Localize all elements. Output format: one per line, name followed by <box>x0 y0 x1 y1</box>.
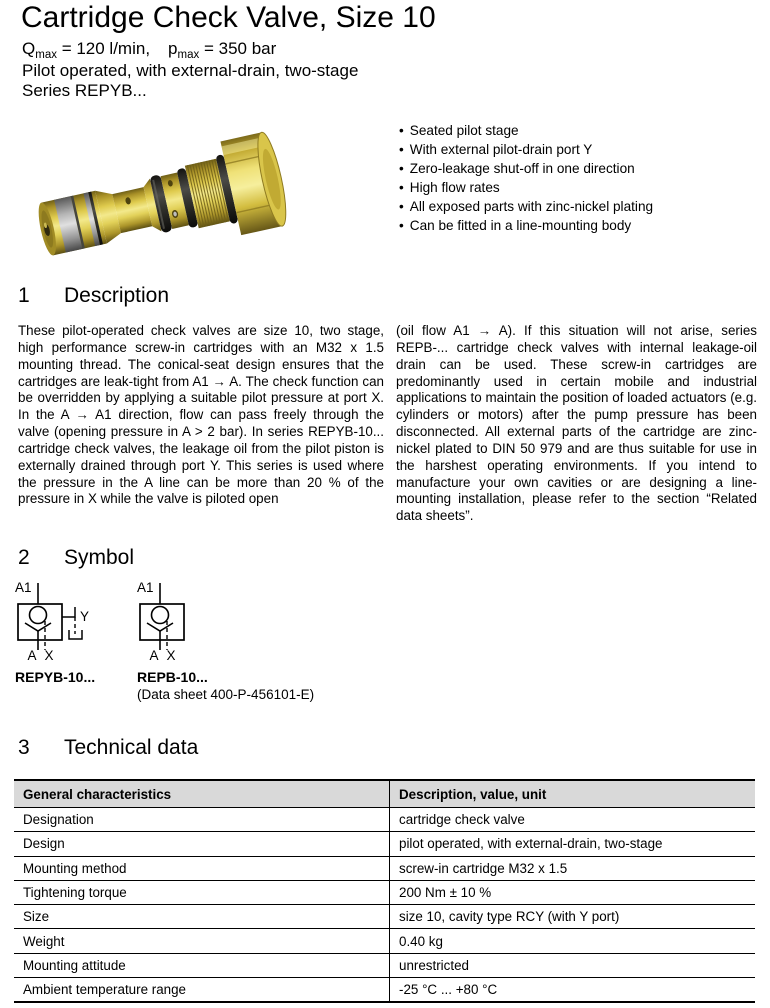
feature-item: • Can be fitted in a line-mounting body <box>399 217 653 236</box>
design-subtitle: Pilot operated, with external-drain, two-stage <box>22 61 359 80</box>
feature-item: • With external pilot-drain port Y <box>399 141 653 160</box>
table-row <box>14 978 755 1003</box>
technical-data-table <box>14 779 755 1003</box>
pmax-symbol: p <box>168 39 178 58</box>
hydraulic-symbol-repb <box>134 579 246 663</box>
symbol-datasheet-note: (Data sheet 400-P-456101-E) <box>137 687 315 702</box>
row-value: size 10, cavity type RCY (with Y port) <box>390 905 756 929</box>
feature-list <box>399 122 653 235</box>
row-label: Mounting method <box>14 856 390 880</box>
check-ball-icon <box>152 607 169 624</box>
column-header-description: Description, value, unit <box>390 780 756 808</box>
row-label: Tightening torque <box>14 880 390 904</box>
row-value: screw-in cartridge M32 x 1.5 <box>390 856 756 880</box>
drain-branch-line <box>62 607 75 617</box>
row-value: 200 Nm ± 10 % <box>390 880 756 904</box>
series-subtitle: Series REPYB... <box>22 81 147 100</box>
section-title: Description <box>64 284 170 307</box>
table-row <box>14 832 755 856</box>
section-number: 1 <box>18 284 30 307</box>
row-label: Mounting attitude <box>14 953 390 977</box>
column-header-characteristics: General characteristics <box>14 780 390 808</box>
row-value: pilot operated, with external-drain, two-stage <box>390 832 756 856</box>
qmax-value: = 120 l/min, <box>56 39 151 58</box>
row-label: Weight <box>14 929 390 953</box>
table-row <box>14 856 755 880</box>
symbol-label-repyb: REPYB-10... <box>15 669 96 685</box>
row-label: Design <box>14 832 390 856</box>
row-label: Designation <box>14 808 390 832</box>
section-number: 3 <box>18 736 30 759</box>
pmax-value: = 350 bar <box>199 39 277 58</box>
table-row <box>14 808 755 832</box>
qmax-symbol: Q <box>22 39 36 58</box>
product-image <box>12 110 292 268</box>
feature-item: • Seated pilot stage <box>399 122 653 141</box>
section-number: 2 <box>18 546 30 569</box>
row-label: Ambient temperature range <box>14 978 390 1003</box>
port-label-y: Y <box>80 609 90 624</box>
row-value: 0.40 kg <box>390 929 756 953</box>
row-value: unrestricted <box>390 953 756 977</box>
check-ball-icon <box>30 607 47 624</box>
port-label-x: X <box>166 648 176 663</box>
symbol-label-repb: REPB-10... <box>137 669 208 685</box>
row-value: cartridge check valve <box>390 808 756 832</box>
table-row <box>14 929 755 953</box>
section-heading-symbol <box>18 546 134 570</box>
feature-item: • Zero-leakage shut-off in one direction <box>399 160 653 179</box>
port-label-a1: A1 <box>137 580 154 595</box>
pmax-subscript: max <box>177 49 200 61</box>
description-column-left: These pilot-operated check valves are size 10, two stage, high performance screw-in cartridges with an M32 x 1.5 mounting thread. The conical-seat design ensures that the cartridges are leak-tight from A1 → A. The check function can be overridden by applying a suitable pilot pressure at port X. In the A → A1 direction, flow can pass freely through the valve (opening pressure in A > 2 bar). In series REPYB-10... cartridge check valves, the leakage oil from the pilot piston is externally drained through port Y. This series is used where the pressure in the A line can be more than 20 % of the pressure in X while the valve is piloted open <box>18 323 384 507</box>
table-row <box>14 953 755 977</box>
table-row <box>14 905 755 929</box>
qmax-subscript: max <box>35 49 57 61</box>
feature-item: • High flow rates <box>399 179 653 198</box>
row-value: -25 °C ... +80 °C <box>399 982 498 998</box>
section-title: Technical data <box>64 736 199 759</box>
port-label-a: A <box>149 648 159 663</box>
port-label-a1: A1 <box>15 580 32 595</box>
spec-line <box>22 39 276 61</box>
port-label-x: X <box>44 648 54 663</box>
section-title: Symbol <box>64 546 135 569</box>
port-label-a: A <box>27 648 37 663</box>
hydraulic-symbol-repyb <box>12 579 124 663</box>
table-row <box>14 880 755 904</box>
feature-item: • All exposed parts with zinc-nickel plating <box>399 198 653 217</box>
row-label: Size <box>14 905 390 929</box>
table-header-row <box>14 780 755 808</box>
page-title: Cartridge Check Valve, Size 10 <box>21 1 436 34</box>
section-heading-description <box>18 284 169 308</box>
valve-render-illustration <box>12 110 292 268</box>
description-column-right: (oil flow A1 → A). If this situation will not arise, series REPB-... cartridge check valves with internal leakage-oil drain can be used. These screw-in cartridges are predominantly used in certain mobile and industrial applications to maintain the position of loaded actuators (e.g. cylinders or motors) after the pump pressure has been disconnected. All external parts of the cartridge are zinc-nickel plated to DIN 50 979 and are thus suitable for use in the harshest operating environments. If you intend to manufacture your own cavities or are designing a line-mounting installation, please refer to the section “Related data sheets”. <box>396 323 757 524</box>
section-heading-technical-data <box>18 736 198 760</box>
